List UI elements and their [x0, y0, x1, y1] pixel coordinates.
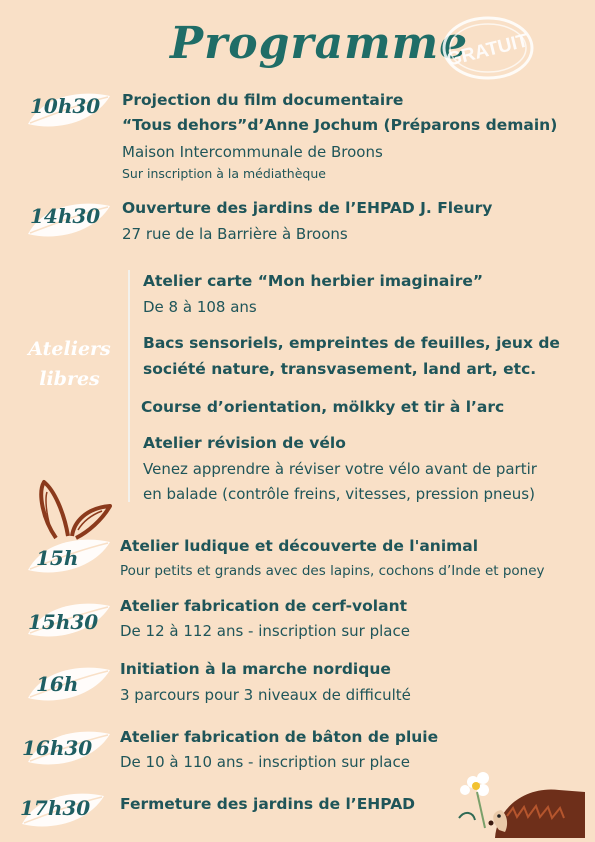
event-note: Sur inscription à la médiathèque: [122, 166, 326, 181]
ateliers-label: [22, 334, 117, 394]
atelier-title: Atelier révision de vélo: [143, 434, 346, 452]
event-time: 17h30: [20, 796, 91, 820]
gratuit-stamp: [438, 12, 536, 82]
event-time: 16h30: [22, 736, 93, 760]
event-title: Ouverture des jardins de l’EHPAD J. Fleury: [122, 199, 493, 217]
bunny-ears-icon: [36, 478, 116, 540]
ateliers-label-line2: libres: [39, 368, 100, 390]
event-title: Atelier ludique et découverte de l'animal: [120, 537, 479, 555]
event-time: 14h30: [30, 204, 101, 228]
event-title: Fermeture des jardins de l’EHPAD: [120, 795, 416, 813]
hedgehog-icon: [455, 768, 585, 838]
atelier-detail: De 8 à 108 ans: [143, 298, 257, 316]
badge-text: GRATUIT: [444, 30, 531, 71]
atelier-detail: Venez apprendre à réviser votre vélo avant de partir: [143, 460, 537, 478]
atelier-title: Course d’orientation, mölkky et tir à l’arc: [141, 398, 505, 416]
ateliers-label-line1: Ateliers: [28, 338, 111, 360]
event-title: “Tous dehors”d’Anne Jochum (Préparons demain): [122, 116, 558, 134]
event-time: 15h30: [28, 610, 99, 634]
atelier-detail: en balade (contrôle freins, vitesses, pression pneus): [143, 485, 535, 503]
event-title: Projection du film documentaire: [122, 91, 404, 109]
event-detail: 3 parcours pour 3 niveaux de difficulté: [120, 686, 411, 704]
event-title: Atelier fabrication de cerf-volant: [120, 597, 408, 615]
event-title: Atelier fabrication de bâton de pluie: [120, 728, 439, 746]
atelier-title: Atelier carte “Mon herbier imaginaire”: [143, 272, 484, 290]
event-time: 10h30: [30, 94, 101, 118]
event-detail: Maison Intercommunale de Broons: [122, 143, 383, 161]
event-title: Initiation à la marche nordique: [120, 660, 391, 678]
atelier-title: société nature, transvasement, land art, etc.: [143, 360, 537, 378]
event-time: 15h: [36, 546, 79, 570]
event-detail: 27 rue de la Barrière à Broons: [122, 225, 348, 243]
atelier-title: Bacs sensoriels, empreintes de feuilles, jeux de: [143, 334, 560, 352]
page-title: Programme: [170, 18, 469, 69]
event-detail: Pour petits et grands avec des lapins, cochons d’Inde et poney: [120, 563, 545, 579]
event-time: 16h: [36, 672, 79, 696]
ateliers-divider: [128, 270, 130, 502]
event-detail: De 10 à 110 ans - inscription sur place: [120, 753, 410, 771]
event-detail: De 12 à 112 ans - inscription sur place: [120, 622, 410, 640]
